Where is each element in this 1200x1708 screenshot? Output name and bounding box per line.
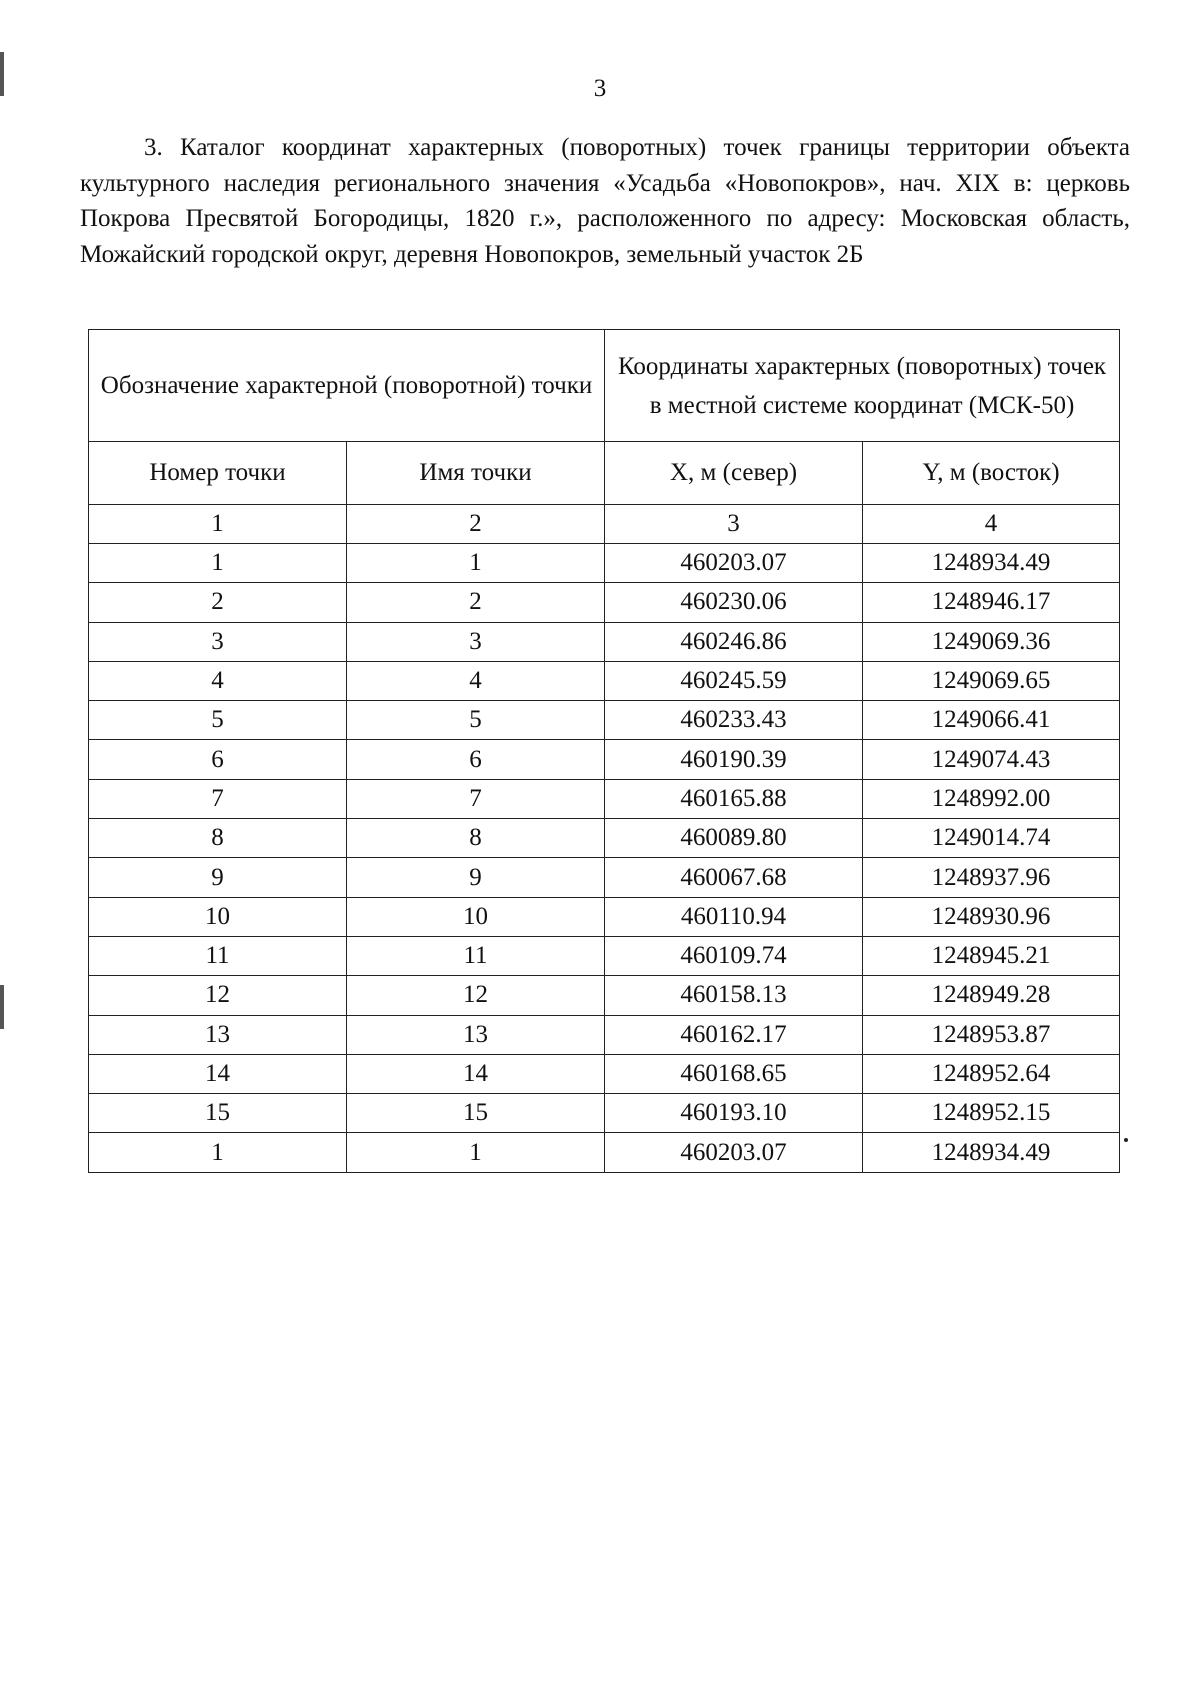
cell-y: 1248946.17: [863, 583, 1120, 622]
column-index: 2: [347, 505, 605, 544]
cell-point-number: 10: [89, 897, 347, 936]
cell-y: 1249074.43: [863, 740, 1120, 779]
table-row: [89, 976, 1120, 1015]
table-row: [89, 819, 1120, 858]
cell-point-number: 1: [89, 1133, 347, 1172]
table-row: [89, 1133, 1120, 1172]
table-row: [89, 1015, 1120, 1054]
cell-y: 1249069.65: [863, 661, 1120, 700]
table-row: [89, 544, 1120, 583]
cell-y: 1248937.96: [863, 858, 1120, 897]
cell-y: 1248952.15: [863, 1094, 1120, 1133]
header-point-name: Имя точки: [347, 442, 605, 505]
cell-point-name: 3: [347, 622, 605, 661]
header-row-group: [89, 330, 1120, 442]
table-row: [89, 936, 1120, 975]
page-number: 3: [593, 75, 607, 102]
header-row-columns: [89, 442, 1120, 505]
cell-y: 1249069.36: [863, 622, 1120, 661]
cell-point-number: 6: [89, 740, 347, 779]
cell-x: 460190.39: [605, 740, 863, 779]
column-index: 1: [89, 505, 347, 544]
table-row: [89, 661, 1120, 700]
cell-y: 1248934.49: [863, 1133, 1120, 1172]
cell-x: 460245.59: [605, 661, 863, 700]
column-index: 3: [605, 505, 863, 544]
cell-point-name: 5: [347, 701, 605, 740]
cell-y: 1248934.49: [863, 544, 1120, 583]
intro-paragraph: 3. Каталог координат характерных (поворотных) точек границы территории объекта культурного наследия регионального значения «Усадьба «Новопокров», нач. XIX в: церковь Покрова Пресвятой Богородицы, 1820 г.», расположенного по адресу: Московская область, Можайский городской округ, деревня Новопокров, земельный участок 2Б: [80, 134, 1130, 268]
cell-x: 460110.94: [605, 897, 863, 936]
header-y-east: Y, м (восток): [863, 442, 1120, 505]
header-x-north: X, м (север): [605, 442, 863, 505]
stray-dot-mark: [1124, 1138, 1128, 1142]
table-row: [89, 779, 1120, 818]
cell-point-number: 9: [89, 858, 347, 897]
cell-point-name: 8: [347, 819, 605, 858]
table-row: [89, 701, 1120, 740]
cell-x: 460158.13: [605, 976, 863, 1015]
cell-point-number: 7: [89, 779, 347, 818]
cell-y: 1249014.74: [863, 819, 1120, 858]
cell-x: 460246.86: [605, 622, 863, 661]
table-row: [89, 897, 1120, 936]
cell-point-number: 13: [89, 1015, 347, 1054]
cell-x: 460109.74: [605, 936, 863, 975]
header-coordinates: Координаты характерных (поворотных) точек в местной системе координат (МСК-50): [605, 330, 1120, 442]
cell-x: 460165.88: [605, 779, 863, 818]
cell-x: 460089.80: [605, 819, 863, 858]
cell-point-name: 2: [347, 583, 605, 622]
cell-point-name: 9: [347, 858, 605, 897]
table-row: [89, 858, 1120, 897]
cell-x: 460203.07: [605, 1133, 863, 1172]
cell-y: 1248952.64: [863, 1054, 1120, 1093]
cell-x: 460067.68: [605, 858, 863, 897]
cell-point-number: 8: [89, 819, 347, 858]
cell-point-number: 2: [89, 583, 347, 622]
table-row: [89, 622, 1120, 661]
cell-point-name: 7: [347, 779, 605, 818]
cell-point-number: 11: [89, 936, 347, 975]
cell-y: 1249066.41: [863, 701, 1120, 740]
table-body: [89, 544, 1120, 1173]
table-row: [89, 583, 1120, 622]
table-row: [89, 1054, 1120, 1093]
table-row: [89, 740, 1120, 779]
scan-edge-mark-middle: [0, 985, 4, 1029]
cell-point-name: 12: [347, 976, 605, 1015]
cell-point-number: 1: [89, 544, 347, 583]
cell-x: 460162.17: [605, 1015, 863, 1054]
cell-point-name: 4: [347, 661, 605, 700]
cell-point-name: 14: [347, 1054, 605, 1093]
table-row: [89, 1094, 1120, 1133]
cell-x: 460168.65: [605, 1054, 863, 1093]
cell-point-name: 13: [347, 1015, 605, 1054]
cell-point-number: 15: [89, 1094, 347, 1133]
column-index: 4: [863, 505, 1120, 544]
cell-x: 460233.43: [605, 701, 863, 740]
cell-x: 460193.10: [605, 1094, 863, 1133]
cell-point-name: 1: [347, 544, 605, 583]
cell-y: 1248930.96: [863, 897, 1120, 936]
cell-point-number: 12: [89, 976, 347, 1015]
header-designation: Обозначение характерной (поворотной) точки: [89, 330, 605, 442]
cell-point-name: 1: [347, 1133, 605, 1172]
cell-point-name: 6: [347, 740, 605, 779]
cell-point-number: 4: [89, 661, 347, 700]
coordinates-table: [88, 329, 1120, 1173]
cell-y: 1248992.00: [863, 779, 1120, 818]
cell-point-number: 5: [89, 701, 347, 740]
cell-x: 460203.07: [605, 544, 863, 583]
cell-x: 460230.06: [605, 583, 863, 622]
cell-point-name: 10: [347, 897, 605, 936]
cell-y: 1248945.21: [863, 936, 1120, 975]
header-point-number: Номер точки: [89, 442, 347, 505]
cell-y: 1248953.87: [863, 1015, 1120, 1054]
cell-point-name: 11: [347, 936, 605, 975]
cell-point-name: 15: [347, 1094, 605, 1133]
cell-y: 1248949.28: [863, 976, 1120, 1015]
cell-point-number: 14: [89, 1054, 347, 1093]
cell-point-number: 3: [89, 622, 347, 661]
header-row-indices: [89, 505, 1120, 544]
